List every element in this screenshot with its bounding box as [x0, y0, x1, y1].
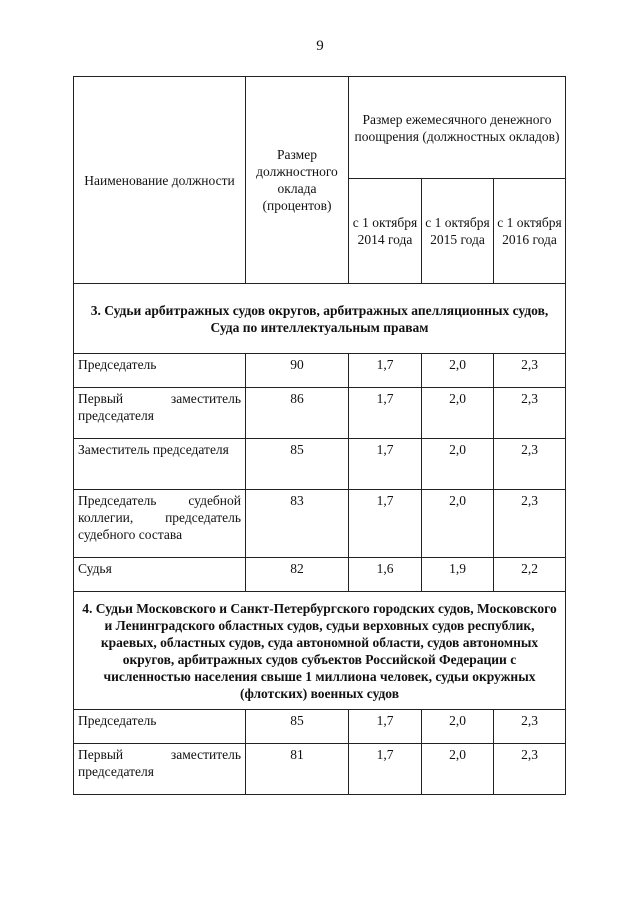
bonus-2015-cell: 2,0 — [422, 744, 494, 795]
header-period-2015: с 1 октября 2015 года — [422, 179, 494, 284]
bonus-2015-cell: 2,0 — [422, 710, 494, 744]
position-name-cell: Первый заместитель председателя — [74, 744, 246, 795]
bonus-2016-cell: 2,3 — [494, 354, 566, 388]
bonus-2015-cell: 2,0 — [422, 490, 494, 558]
table-row — [74, 558, 566, 592]
bonus-2014-cell: 1,7 — [349, 490, 422, 558]
position-name-cell: Судья — [74, 558, 246, 592]
bonus-2014-cell: 1,7 — [349, 710, 422, 744]
header-position: Наименование должности — [74, 77, 246, 284]
position-name-cell: Председатель судебной коллегии, председатель судебного состава — [74, 490, 246, 558]
bonus-2014-cell: 1,7 — [349, 354, 422, 388]
salary-cell: 85 — [246, 439, 349, 490]
table-row — [74, 710, 566, 744]
position-name-cell: Председатель — [74, 710, 246, 744]
bonus-2016-cell: 2,3 — [494, 710, 566, 744]
section-title: 4. Судьи Московского и Санкт-Петербургского городских судов, Московского и Ленинградского областных судов, судьи верховных судов республик, краевых, областных судов, суда автономной области, судов автономных округов, арбитражных судов субъектов Российской Федерации с численностью населения свыше 1 миллиона человек, судьи окружных (флотских) военных судов — [74, 592, 566, 710]
bonus-2014-cell: 1,7 — [349, 388, 422, 439]
table-row — [74, 439, 566, 490]
position-name-cell: Заместитель председателя — [74, 439, 246, 490]
salary-cell: 90 — [246, 354, 349, 388]
header-period-2016: с 1 октября 2016 года — [494, 179, 566, 284]
position-name-cell: Первый заместитель председателя — [74, 388, 246, 439]
bonus-2016-cell: 2,3 — [494, 744, 566, 795]
header-salary: Размер должностного оклада (процентов) — [246, 77, 349, 284]
bonus-2016-cell: 2,3 — [494, 439, 566, 490]
salary-table — [73, 76, 566, 795]
table-row — [74, 490, 566, 558]
salary-cell: 81 — [246, 744, 349, 795]
bonus-2015-cell: 2,0 — [422, 388, 494, 439]
salary-cell: 83 — [246, 490, 349, 558]
table-row — [74, 388, 566, 439]
table-row — [74, 744, 566, 795]
bonus-2014-cell: 1,7 — [349, 744, 422, 795]
salary-cell: 86 — [246, 388, 349, 439]
position-name-cell: Председатель — [74, 354, 246, 388]
section-title: 3. Судьи арбитражных судов округов, арбитражных апелляционных судов, Суда по интеллектуальным правам — [74, 284, 566, 354]
bonus-2016-cell: 2,3 — [494, 388, 566, 439]
salary-cell: 82 — [246, 558, 349, 592]
bonus-2014-cell: 1,7 — [349, 439, 422, 490]
bonus-2016-cell: 2,3 — [494, 490, 566, 558]
bonus-2015-cell: 1,9 — [422, 558, 494, 592]
header-period-2014: с 1 октября 2014 года — [349, 179, 422, 284]
header-bonus: Размер ежемесячного денежного поощрения (должностных окладов) — [349, 77, 566, 179]
page-number: 9 — [316, 38, 324, 54]
bonus-2015-cell: 2,0 — [422, 439, 494, 490]
bonus-2014-cell: 1,6 — [349, 558, 422, 592]
salary-cell: 85 — [246, 710, 349, 744]
table-row — [74, 354, 566, 388]
bonus-2015-cell: 2,0 — [422, 354, 494, 388]
bonus-2016-cell: 2,2 — [494, 558, 566, 592]
